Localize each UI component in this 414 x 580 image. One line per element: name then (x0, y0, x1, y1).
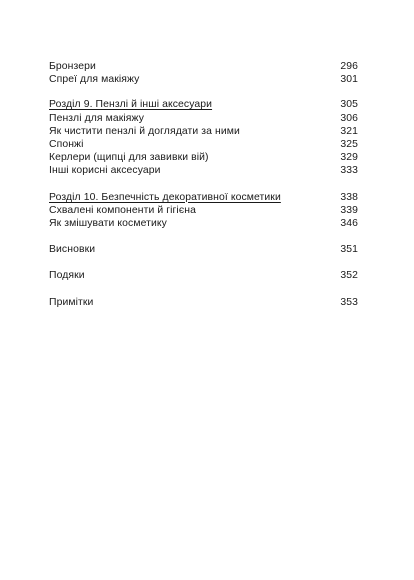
toc-entry-label: Примітки (49, 296, 94, 308)
toc-entry-label: Спонжі (49, 139, 84, 151)
toc-entry[interactable] (49, 60, 358, 73)
toc-entry-page: 353 (340, 296, 358, 308)
toc-group (49, 191, 358, 231)
toc-entry-page: 346 (340, 218, 358, 230)
toc-group (49, 98, 358, 177)
toc-entry-page: 333 (340, 165, 358, 177)
toc-entry-label: Як чистити пензлі й доглядати за ними (49, 125, 240, 137)
toc-entry-page: 305 (340, 99, 358, 111)
toc-entry-label: Пензлі для макіяжу (49, 112, 144, 124)
toc-entry[interactable] (49, 204, 358, 217)
toc-entry-label: Спреї для макіяжу (49, 74, 140, 86)
toc-entry-page: 306 (340, 112, 358, 124)
toc-entry-page: 329 (340, 152, 358, 164)
table-of-contents (49, 60, 358, 322)
toc-entry-label: Як змішувати косметику (49, 218, 167, 230)
toc-chapter-heading[interactable] (49, 191, 358, 204)
toc-chapter-heading[interactable] (49, 98, 358, 111)
toc-entry-page: 351 (340, 244, 358, 256)
toc-entry[interactable] (49, 217, 358, 230)
toc-entry-page: 338 (340, 191, 358, 203)
toc-entry-label: Інші корисні аксесуари (49, 165, 161, 177)
toc-entry[interactable] (49, 243, 358, 256)
toc-entry-page: 321 (340, 125, 358, 137)
toc-entry-page: 352 (340, 270, 358, 282)
toc-entry-label: Керлери (щипці для завивки вій) (49, 152, 209, 164)
toc-group (49, 269, 358, 282)
toc-entry[interactable] (49, 164, 358, 177)
toc-entry[interactable] (49, 112, 358, 125)
toc-entry[interactable] (49, 269, 358, 282)
toc-entry[interactable] (49, 296, 358, 309)
toc-entry-label: Схвалені компоненти й гігієна (49, 204, 196, 216)
toc-entry-page: 339 (340, 204, 358, 216)
toc-entry-label: Бронзери (49, 61, 96, 72)
toc-entry[interactable] (49, 138, 358, 151)
toc-entry-page: 325 (340, 139, 358, 151)
toc-entry-label: Розділ 10. Безпечність декоративної косметики (49, 191, 281, 203)
toc-entry-page: 301 (340, 74, 358, 86)
toc-group (49, 60, 358, 86)
toc-entry[interactable] (49, 125, 358, 138)
toc-entry-label: Розділ 9. Пензлі й інші аксесуари (49, 99, 213, 111)
toc-entry[interactable] (49, 151, 358, 164)
toc-entry-label: Висновки (49, 244, 96, 256)
toc-entry-page: 296 (340, 61, 358, 72)
toc-group (49, 243, 358, 256)
toc-group (49, 296, 358, 309)
toc-entry[interactable] (49, 73, 358, 86)
toc-entry-label: Подяки (49, 270, 85, 282)
